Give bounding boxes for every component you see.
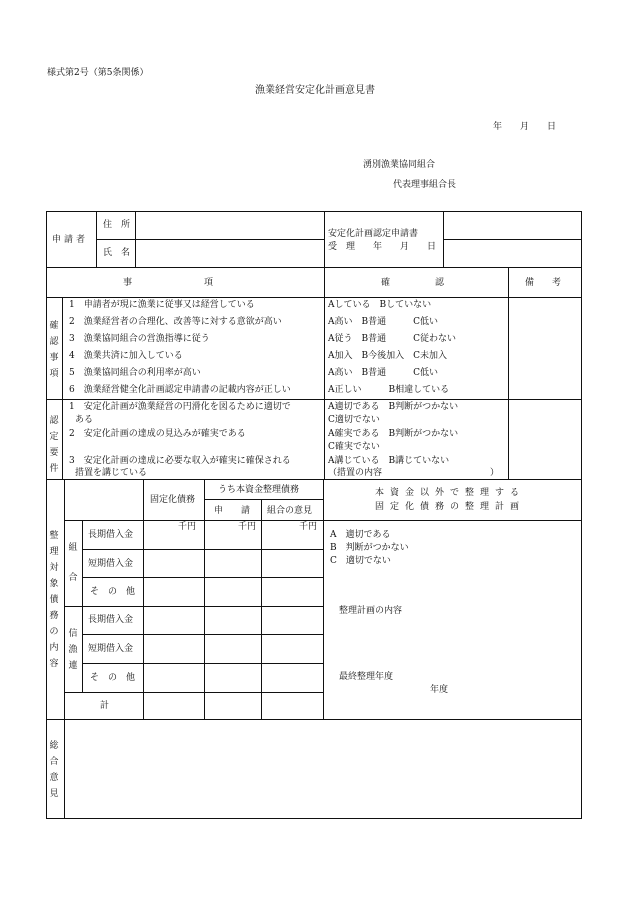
- total-label: 計: [100, 701, 110, 711]
- plan-title-line1: 本資金以外で整理する: [375, 488, 526, 498]
- federation-long-term-loan: 長期借入金: [88, 615, 134, 625]
- column-confirm: 確 認: [381, 278, 445, 288]
- unit-apply: 千円: [238, 522, 257, 532]
- federation-short-term-loan: 短期借入金: [88, 644, 134, 654]
- confirm-option-1[interactable]: Aしている Bしていない: [328, 300, 432, 310]
- column-item: 事 項: [123, 278, 214, 288]
- confirm-item-6: 6 漁業経営健全化計画認定申請書の記載内容が正しい: [69, 385, 291, 395]
- federation-other: そ の 他: [90, 673, 136, 683]
- coop-short-term-loan: 短期借入金: [88, 559, 134, 569]
- requirement-2-option-a[interactable]: A確実である B判断がつかない: [328, 429, 459, 439]
- confirm-item-3: 3 漁業協同組合の営漁指導に従う: [69, 334, 210, 344]
- confirm-option-6[interactable]: A正しい B相違している: [328, 385, 450, 395]
- address-label: 住 所: [103, 220, 131, 230]
- coop-opinion-header: 組合の意見: [267, 506, 313, 516]
- column-remarks: 備 考: [525, 278, 562, 288]
- requirement-2-option-c[interactable]: C確実でない: [328, 442, 380, 452]
- overall-opinion-field[interactable]: [66, 721, 580, 817]
- requirement-3-option-a[interactable]: A講じている B講じていない: [328, 456, 450, 466]
- confirm-option-5[interactable]: A高い B普通 C低い: [328, 368, 439, 378]
- confirm-option-2[interactable]: A高い B普通 C低い: [328, 317, 439, 327]
- confirm-item-2: 2 漁業経営者の合理化、改善等に対する意欲が高い: [69, 317, 282, 327]
- plan-option-b[interactable]: B 判断がつかない: [330, 543, 409, 553]
- confirm-option-4[interactable]: A加入 B今後加入 C未加入: [328, 351, 448, 361]
- fixed-debt-header: 固定化債務: [150, 495, 196, 505]
- requirement-1-option-a[interactable]: A適切である B判断がつかない: [328, 402, 459, 412]
- address-field[interactable]: [137, 213, 323, 238]
- plan-option-c[interactable]: C 適切でない: [330, 556, 391, 566]
- unit-opinion: 千円: [299, 522, 318, 532]
- requirement-3-line2: 措置を講じている: [75, 468, 148, 478]
- unit-fixed: 千円: [178, 522, 197, 532]
- requirement-1-line2: ある: [75, 415, 94, 425]
- name-field[interactable]: [137, 241, 323, 266]
- requirement-3-line1: 3 安定化計画の達成に必要な収入が確実に確保される: [69, 456, 291, 466]
- requirement-1-option-c[interactable]: C適切でない: [328, 415, 380, 425]
- representative-title: 代表理事組合長: [393, 180, 457, 190]
- confirm-item-4: 4 漁業共済に加入している: [69, 351, 183, 361]
- confirm-item-1: 1 申請者が現に漁業に従事又は経営している: [69, 300, 255, 310]
- form-number: 様式第2号（第5条関係）: [47, 68, 149, 78]
- date-field: 年 月 日: [493, 122, 557, 132]
- year-label: 年度: [430, 685, 449, 695]
- plan-content-label: 整理計画の内容: [339, 606, 403, 616]
- document-title: 漁業経営安定化計画意見書: [255, 85, 375, 96]
- confirm-option-3[interactable]: A従う B普通 C従わない: [328, 334, 457, 344]
- requirement-3-measure[interactable]: （措置の内容 ）: [328, 468, 500, 478]
- plan-title-line2: 固定化債務の整理計画: [375, 502, 526, 512]
- coop-other: そ の 他: [90, 587, 136, 597]
- requirement-2-line1: 2 安定化計画の達成の見込みが確実である: [69, 429, 246, 439]
- confirm-item-5: 5 漁業協同組合の利用率が高い: [69, 368, 201, 378]
- coop-long-term-loan: 長期借入金: [88, 530, 134, 540]
- received-date-label: 受 理 年 月 日: [328, 242, 437, 252]
- plan-option-a[interactable]: A 適切である: [330, 530, 391, 540]
- requirement-1-line1: 1 安定化計画が漁業経営の円滑化を図るために適切で: [69, 402, 291, 412]
- applicant-label: 申請者: [52, 235, 89, 245]
- apply-header: 申 請: [214, 506, 251, 516]
- application-doc-label: 安定化計画認定申請書: [328, 229, 419, 239]
- final-year-label: 最終整理年度: [339, 672, 394, 682]
- name-label: 氏 名: [103, 248, 131, 258]
- cooperative-name: 湧別漁業協同組合: [363, 160, 436, 170]
- capital-debt-header: うち本資金整理債務: [218, 485, 300, 495]
